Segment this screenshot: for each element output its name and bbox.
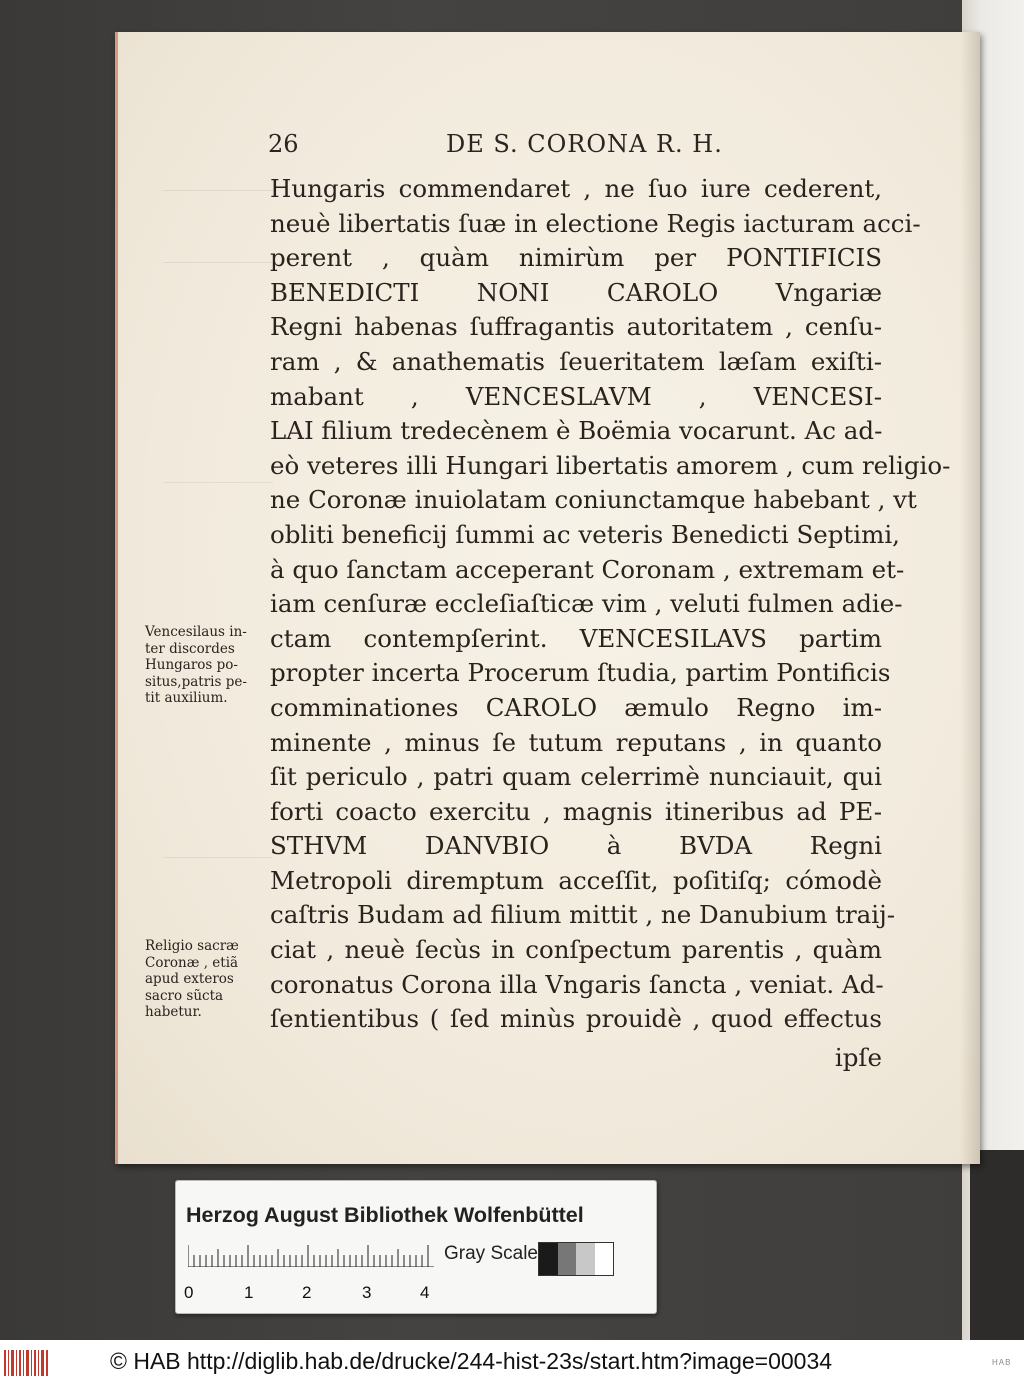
text-line: ram , & anathematis ſeueritatem læſam exiſti- (270, 346, 882, 376)
text-line: iam cenſuræ eccleſiaſticæ vim , veluti fulmen adie- (270, 589, 903, 619)
gray-swatch-white (595, 1243, 614, 1275)
text-line: eò veteres illi Hungari libertatis amorem , cum religio- (270, 450, 951, 480)
show-through-mark (163, 482, 273, 553)
ruler-label-2: 2 (302, 1283, 312, 1302)
page-number: 26 (268, 130, 299, 158)
card-title: Herzog August Bibliothek Wolfenbüttel (186, 1203, 584, 1227)
margin-note-line: tit auxilium. (145, 690, 228, 706)
gray-swatch-light (576, 1243, 595, 1275)
margin-note-religio (145, 938, 260, 1021)
text-line: LAI filium tredecènem è Boëmia vocarunt. Ac ad- (270, 416, 883, 446)
text-line: ciat , neuè ſecùs in conſpectum parentis , quàm (270, 935, 882, 965)
barcode-icon (4, 1350, 48, 1376)
adjacent-dark-region (970, 1150, 1024, 1340)
margin-note-vencesilaus (145, 624, 260, 707)
ruler-scale (188, 1245, 434, 1267)
margin-note-line: Religio sacræ (145, 938, 239, 954)
ruler-label-3: 3 (362, 1283, 372, 1302)
text-line: caſtris Budam ad filium mittit , ne Danubium traij- (270, 900, 896, 930)
margin-note-line: sacro sũcta (145, 987, 224, 1004)
footer-hab-logo: HAB (992, 1358, 1012, 1367)
text-line: propter incerta Procerum ſtudia, partim Pontificis (270, 658, 891, 688)
margin-note-line: apud exteros (145, 971, 234, 987)
text-line: ſentientibus ( ſed minùs prouidè , quod effectus (270, 1004, 882, 1034)
gray-swatch-dark (558, 1243, 577, 1275)
ruler-label-4: 4 (420, 1283, 430, 1302)
gray-swatch-black (539, 1243, 558, 1275)
ruler-label-0: 0 (184, 1283, 194, 1302)
text-line: à quo ſanctam acceperant Coronam , extremam et- (270, 554, 905, 584)
footer-copyright-link[interactable]: © HAB http://diglib.hab.de/drucke/244-hist-23s/start.htm?image=00034 (110, 1348, 833, 1374)
text-line: STHVM DANVBIO à BVDA Regni (270, 831, 882, 861)
page-gutter (960, 32, 980, 1164)
margin-note-line: Vencesilaus in- (145, 624, 247, 640)
text-line: forti coacto exercitu , magnis itineribus ad PE- (270, 796, 882, 826)
running-head-title: DE S. CORONA R. H. (446, 130, 723, 158)
text-line: Hungaris commendaret , ne ſuo iure cederent, (270, 174, 882, 203)
text-line: BENEDICTI NONI CAROLO Vngariæ (270, 277, 882, 307)
footer-bar (0, 1340, 1024, 1384)
body-text (270, 172, 951, 1075)
text-line: coronatus Corona illa Vngaris ſancta , veniat. Ad- (270, 969, 884, 999)
show-through-mark (163, 262, 273, 343)
margin-note-line: Hungaros po- (145, 657, 238, 673)
margin-note-line: habetur. (145, 1004, 202, 1020)
text-line: Regni habenas ſuffragantis autoritatem , cenſu- (270, 312, 882, 342)
text-line: minente , minus ſe tutum reputans , in quanto (270, 727, 882, 757)
text-line: perent , quàm nimirùm per PONTIFICIS (270, 243, 882, 273)
ruler-label-1: 1 (244, 1283, 254, 1302)
text-line: neuè libertatis ſuæ in electione Regis iacturam acci- (270, 208, 921, 238)
book-page (115, 32, 980, 1164)
text-line: ne Coronæ inuiolatam coniunctamque habebant , vt (270, 485, 917, 515)
margin-note-line: ter discordes (145, 640, 235, 657)
show-through-mark (163, 857, 273, 918)
text-line: obliti beneficij ſummi ac veteris Benedicti Septimi, (270, 519, 900, 549)
text-line: ctam contempſerint. VENCESILAVS partim (270, 623, 882, 653)
show-through-mark (163, 190, 273, 261)
margin-note-line: situs,patris pe- (145, 673, 247, 690)
margin-note-line: Coronæ , etiã (145, 954, 239, 971)
text-line: mabant , VENCESLAVM , VENCESI- (270, 381, 882, 411)
running-head (268, 130, 868, 170)
text-line: comminationes CAROLO æmulo Regno im- (270, 692, 882, 722)
gray-scale-swatches (538, 1242, 614, 1276)
color-calibration-card (175, 1180, 657, 1314)
catchword: ipſe (834, 1042, 882, 1072)
text-line: Metropoli diremptum acceſſit, poſitiſq; cómodè (270, 865, 882, 895)
gray-scale-label: Gray Scale (444, 1243, 538, 1264)
text-line: ſit periculo , patri quam celerrimè nunciauit, qui (270, 762, 882, 792)
